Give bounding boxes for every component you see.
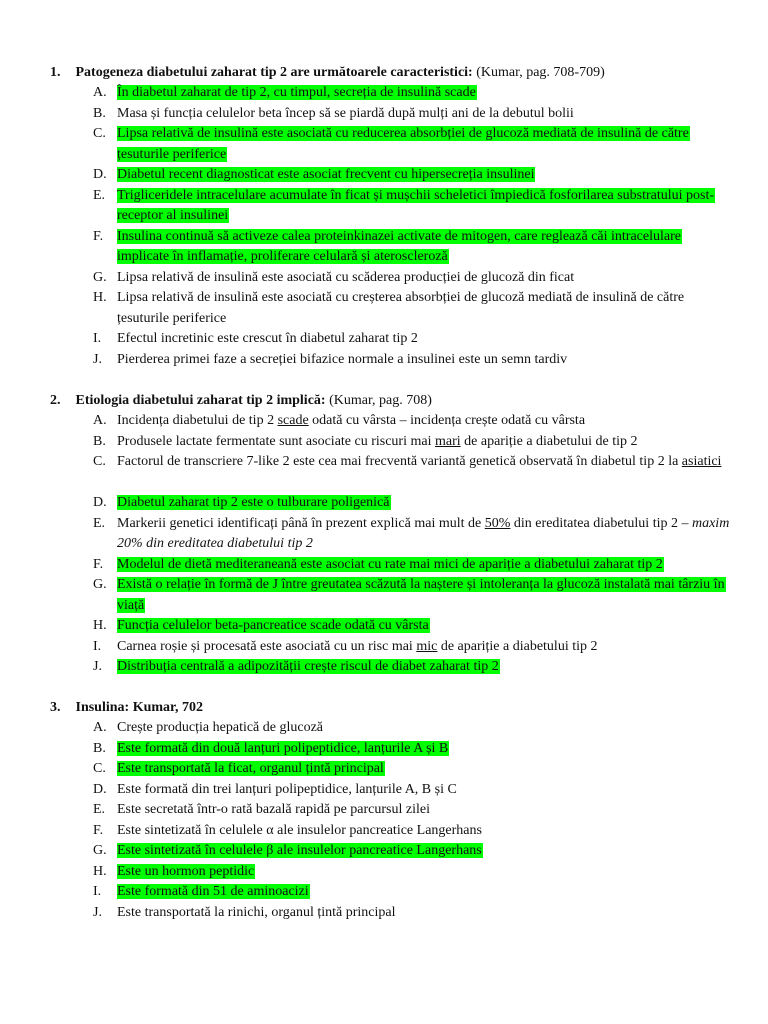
option-text: Este formată din trei lanțuri polipeptidice, lanțurile A, B și C [117, 781, 457, 797]
option-1d: D. Diabetul recent diagnosticat este asociat frecvent cu hipersecreția insulinei [93, 167, 535, 182]
option-list [0, 83, 768, 370]
option-text: Este secretată într-o rată bazală rapidă pe parcursul zilei [117, 802, 430, 817]
option-text: Masa și funcția celulelor beta încep să se piardă după mulți ani de la debutul bolii [117, 105, 574, 121]
option-1f: F. Insulina continuă să activeze calea proteinkinazei activate de mitogen, care reglează căi intracelulare implicate în inflamație, proliferare celulară și ateroscleroză [93, 228, 681, 264]
option-text: Factorul de transcriere 7-like 2 este cea mai frecventă variantă genetică observată în diabetul tip 2 la asiatici [117, 454, 722, 469]
option-1a: A. În diabetul zaharat de tip 2, cu timpul, secreția de insulină scade [93, 85, 476, 100]
option-text: Produsele lactate fermentate sunt asociate cu riscuri mai mari de apariție a diabetului de tip 2 [117, 433, 638, 449]
option-text: În diabetul zaharat de tip 2, cu timpul, secreția de insulină scade [117, 85, 476, 100]
option-3d: D. Este formată din trei lanțuri polipeptidice, lanțurile A, B și C [0, 780, 768, 801]
option-text: Crește producția hepatică de glucoză [117, 720, 324, 735]
question-title: Insulina: Kumar, 702 [75, 700, 203, 715]
option-3g: G. Este sintetizată în celulele β ale insulelor pancreatice Langerhans [93, 843, 482, 858]
option-text: Este formată din două lanțuri polipeptidice, lanțurile A și B [117, 740, 449, 756]
option-text: Diabetul zaharat tip 2 este o tulburare poligenică [117, 495, 390, 510]
option-text: Diabetul recent diagnosticat este asociat frecvent cu hipersecreția insulinei [117, 167, 535, 182]
option-2g: G. Există o relație în formă de J între greutatea scăzută la naștere și intoleranța la glucoză instalată mai târziu în viață [93, 577, 725, 613]
option-1b: B. Masa și funcția celulelor beta încep să se piardă după mulți ani de la debutul bolii [0, 104, 768, 125]
option-3b: B. Este formată din două lanțuri polipeptidice, lanțurile A și B [93, 740, 449, 756]
question-heading [50, 698, 203, 718]
option-2b: B. Produsele lactate fermentate sunt asociate cu riscuri mai mari de apariție a diabetului de tip 2 [0, 432, 768, 453]
option-2i: I. Carnea roșie și procesată este asociată cu un risc mai mic de apariție a diabetului tip 2 [0, 637, 768, 658]
option-3f: F. Este sintetizată în celulele α ale insulelor pancreatice Langerhans [0, 821, 768, 842]
question-number: 3. [50, 700, 61, 715]
option-2a: A. Incidența diabetului de tip 2 scade odată cu vârsta – incidența crește odată cu vârsta [0, 411, 768, 432]
option-text: Lipsa relativă de insulină este asociată cu creșterea absorbției de glucoză mediată de insulină de către țesuturile periferice [117, 290, 685, 326]
option-list [0, 718, 768, 923]
option-text: Trigliceridele intracelulare acumulate în ficat și mușchii scheletici împiedică fosforilarea substratului post-receptor al insulinei [117, 187, 715, 223]
option-1h: H. Lipsa relativă de insulină este asociată cu creșterea absorbției de glucoză mediată de insulină de către țesuturile periferice [0, 288, 768, 329]
option-text: Funcția celulelor beta-pancreatice scade odată cu vârsta [117, 618, 429, 633]
option-text: Există o relație în formă de J între greutatea scăzută la naștere și intoleranța la glucoză instalată mai târziu în viață [117, 577, 725, 613]
option-1g: G. Lipsa relativă de insulină este asociată cu scăderea producției de glucoză din ficat [0, 268, 768, 289]
option-2f: F. Modelul de dietă mediteraneană este asociat cu rate mai mici de apariție a diabetului zaharat tip 2 [93, 556, 663, 572]
option-text: Lipsa relativă de insulină este asociată cu reducerea absorbției de glucoză mediată de insulină de către țesuturile periferice [117, 126, 689, 162]
option-3j: J. Este transportată la rinichi, organul țintă principal [0, 903, 768, 924]
option-text: Este un hormon peptidic [117, 863, 255, 879]
option-list [0, 411, 768, 678]
question-reference: (Kumar, pag. 708-709) [476, 65, 605, 80]
option-2c: C. Factorul de transcriere 7-like 2 este cea mai frecventă variantă genetică observată în diabetul tip 2 la asiatici [0, 452, 768, 493]
option-text: Este sintetizată în celulele β ale insulelor pancreatice Langerhans [117, 843, 482, 858]
option-3h: H. Este un hormon peptidic [93, 863, 255, 879]
option-text: Este formată din 51 de aminoacizi [117, 884, 309, 899]
option-text: Modelul de dietă mediteraneană este asociat cu rate mai mici de apariție a diabetului zaharat tip 2 [117, 556, 663, 572]
question-heading [50, 63, 605, 83]
option-3e: E. Este secretată într-o rată bazală rapidă pe parcursul zilei [0, 800, 768, 821]
question-title: Etiologia diabetului zaharat tip 2 implică: [75, 393, 326, 408]
option-1i: I. Efectul incretinic este crescut în diabetul zaharat tip 2 [0, 329, 768, 350]
option-1e: E. Trigliceridele intracelulare acumulate în ficat și mușchii scheletici împiedică fosforilarea substratului post-receptor al insulinei [93, 187, 715, 223]
option-text: Este transportată la ficat, organul țintă principal [117, 761, 384, 776]
option-text: Markerii genetici identificați până în prezent explică mai mult de 50% din ereditatea diabetului tip 2 – maxim 20% din ereditatea diabetului tip 2 [117, 515, 730, 551]
question-number: 1. [50, 65, 61, 80]
option-text: Pierderea primei faze a secreției bifazice normale a insulinei este un semn tardiv [117, 351, 568, 367]
question-heading [50, 391, 432, 411]
option-text: Insulina continuă să activeze calea proteinkinazei activate de mitogen, care reglează căi intracelulare implicate în inflamație, proliferare celulară și ateroscleroză [117, 228, 681, 264]
option-3a: A. Crește producția hepatică de glucoză [0, 718, 768, 739]
question-number: 2. [50, 393, 61, 408]
option-2j: J. Distribuția centrală a adipozității crește riscul de diabet zaharat tip 2 [93, 659, 499, 674]
option-text: Efectul incretinic este crescut în diabetul zaharat tip 2 [117, 331, 418, 346]
option-3i: I. Este formată din 51 de aminoacizi [93, 884, 309, 899]
option-2h: H. Funcția celulelor beta-pancreatice scade odată cu vârsta [93, 618, 429, 633]
question-reference: (Kumar, pag. 708) [329, 393, 432, 408]
option-text: Este transportată la rinichi, organul țintă principal [117, 904, 396, 920]
option-text: Este sintetizată în celulele α ale insulelor pancreatice Langerhans [117, 822, 482, 838]
option-3c: C. Este transportată la ficat, organul țintă principal [93, 761, 384, 776]
option-text: Incidența diabetului de tip 2 scade odată cu vârsta – incidența crește odată cu vârsta [117, 413, 586, 428]
option-text: Distribuția centrală a adipozității crește riscul de diabet zaharat tip 2 [117, 659, 499, 674]
option-text: Lipsa relativă de insulină este asociată cu scăderea producției de glucoză din ficat [117, 269, 575, 285]
option-1c: C. Lipsa relativă de insulină este asociată cu reducerea absorbției de glucoză mediată de insulină de către țesuturile periferice [93, 126, 689, 162]
option-2d: D. Diabetul zaharat tip 2 este o tulburare poligenică [93, 495, 390, 510]
question-title: Patogeneza diabetului zaharat tip 2 are următoarele caracteristici: [75, 65, 473, 80]
option-text: Carnea roșie și procesată este asociată cu un risc mai mic de apariție a diabetului tip 2 [117, 638, 598, 654]
option-1j: J. Pierderea primei faze a secreției bifazice normale a insulinei este un semn tardiv [0, 350, 768, 371]
option-2e: E. Markerii genetici identificați până în prezent explică mai mult de 50% din ereditatea diabetului tip 2 – maxim 20% din ereditatea diabetului tip 2 [0, 514, 768, 555]
